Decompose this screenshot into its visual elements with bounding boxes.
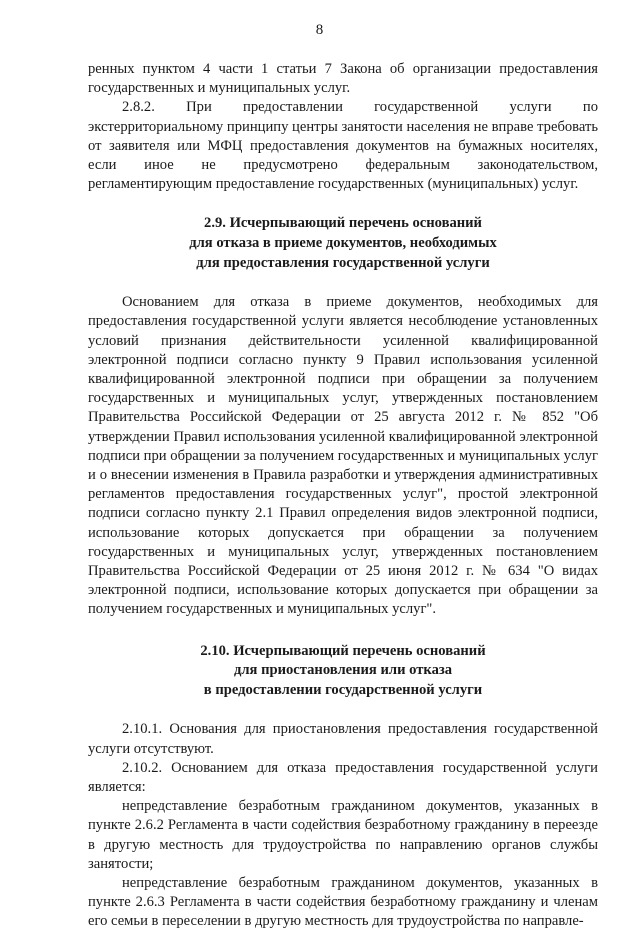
paragraph-2-9: Основанием для отказа в приеме документов, необходимых для предоставления государственной услуги является несоблюдение установленных условий признания действительности усиленной квалифицированной электронной подписи согласно пункту 9 Правил использования усиленной квалифицированной электронной подписи при обращении за получением государственных и муниципальных услуг, утвержденных постановлением Правительства Российской Федерации от 25 августа 2012 г. № 852 "Об утверждении Правил использования усиленной квалифицированной электронной подписи при обращении за получением государственных и муниципальных услуг и о внесении изменения в Правила разработки и утверждения административных регламентов предоставления государственных услуг", простой электронной подписи согласно пункту 2.1 Правил определения видов электронной подписи, использование которых допускается при обращении за получением государственных и муниципальных услуг, утвержденных постановлением Правительства Российской Федерации от 25 июня 2012 г. № 634 "О видах электронной подписи, использование которых допускается при обращении за получением государственных и муниципальных услуг".	[88, 294, 598, 618]
heading-line: в предоставлении государственной услуги	[203, 681, 483, 698]
section-heading-2-10	[88, 642, 598, 701]
document-body	[88, 60, 598, 932]
heading-line: для отказа в приеме документов, необходимых	[189, 235, 497, 252]
paragraph-continuation: ренных пунктом 4 части 1 статьи 7 Закона об организации предоставления государственных и муниципальных услуг.	[88, 61, 598, 97]
paragraph-2-10-2: 2.10.2. Основанием для отказа предоставления государственной услуги является:	[88, 759, 598, 796]
paragraph-2-8-2: 2.8.2. При предоставлении государственной услуги по экстерриториальному принципу центры занятости населения не вправе требовать от заявителя или МФЦ предоставления документов на бумажных носителях, если иное не предусмотрено федеральным законодательством, регламентирующим предоставление государственных (муниципальных) услуг.	[88, 99, 598, 193]
page-number: 8	[315, 22, 324, 38]
heading-line: для предоставления государственной услуги	[196, 254, 490, 271]
heading-line: 2.9. Исчерпывающий перечень оснований	[204, 215, 482, 232]
paragraph-item-2: непредставление безработным гражданином документов, указанных в пункте 2.6.3 Регламента в части содействия безработному гражданину и членам его семьи в переселении в другую местность для трудоустройства по направле-	[88, 875, 598, 930]
heading-line: 2.10. Исчерпывающий перечень оснований	[200, 642, 486, 659]
section-heading-2-9	[88, 214, 598, 273]
heading-line: для приостановления или отказа	[233, 662, 453, 679]
paragraph-item-1: непредставление безработным гражданином документов, указанных в пункте 2.6.2 Регламента в части содействия безработному гражданину в переезде в другую местность для трудоустройства по направлению органов службы занятости;	[88, 798, 598, 872]
paragraph-2-10-1: 2.10.1. Основания для приостановления предоставления государственной услуги отсутствуют.	[88, 721, 598, 757]
